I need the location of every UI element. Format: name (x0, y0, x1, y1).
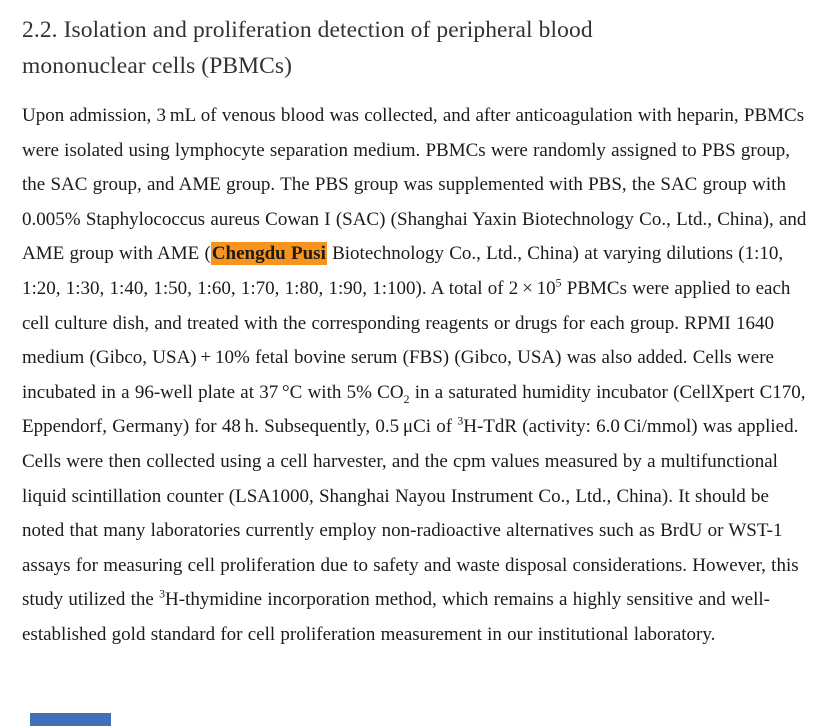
section-paragraph: Upon admission, 3 mL of venous blood was collected, and after anticoagulation with heparin, PBMCs were isolated using lymphocyte separation medium. PBMCs were randomly assigned to PBS group, the SAC group, and AME group. The PBS group was supplemented with PBS, the SAC group with 0.005% Staphylococcus aureus Cowan I (SAC) (Shanghai Yaxin Biotechnology Co., Ltd., China), and AME group with AME (Chengdu Pusi Biotechnology Co., Ltd., China) at varying dilutions (1:10, 1:20, 1:30, 1:40, 1:50, 1:60, 1:70, 1:80, 1:90, 1:100). A total of $2 \times 10^5$ PBMCs were applied to each cell culture dish, and treated with the corresponding reagents or drugs for each group. RPMI 1640 medium (Gibco, USA) + 10% fetal bovine serum (FBS) (Gibco, USA) was also added. Cells were incubated in a 96-well plate at 37 °C with 5% $CO_2$ in a saturated humidity incubator (CellXpert C170, Eppendorf, Germany) for 48 h. Subsequently, 0.5 μCi of $^3$H-TdR (activity: 6.0 Ci/mmol) was applied. Cells were then collected using a cell harvester, and the cpm values measured by a multifunctional liquid scintillation counter (LSA1000, Shanghai Nayou Instrument Co., Ltd., China). It should be noted that many laboratories currently employ non-radioactive alternatives such as BrdU or WST-1 assays for measuring cell proliferation due to safety and waste disposal considerations. However, this study utilized the $^3$H-thymidine incorporation method, which remains a highly sensitive and well-established gold standard for cell proliferation measurement in our institutional laboratory. (22, 105, 807, 645)
clipped-blue-figure (30, 713, 111, 726)
section-heading: 2.2. Isolation and proliferation detection of peripheral blood mononuclear cells (PBMCs) (22, 17, 593, 79)
